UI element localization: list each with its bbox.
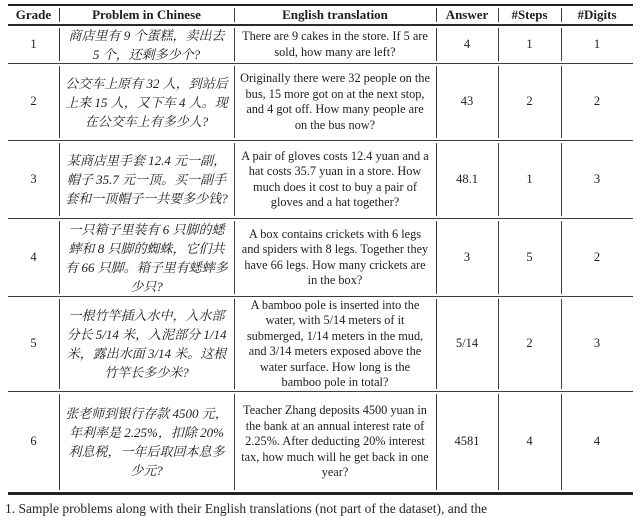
chinese-problem-cell: 一只箱子里装有 6 只脚的蟋蟀和 8 只脚的蜘蛛，它们共有 66 只脚。箱子里有蟋蟀多少只?	[59, 219, 234, 296]
answer-cell: 43	[436, 64, 498, 140]
table-row	[8, 219, 633, 297]
grade-cell: 5	[30, 336, 37, 351]
column-header-digits: #Digits	[561, 6, 633, 24]
steps-cell: 5	[498, 219, 561, 296]
chinese-problem-cell: 某商店里手套 12.4 元一副，帽子 35.7 元一顶。买一副手套和一顶帽子一共要多少钱?	[59, 141, 234, 218]
english-translation-cell: A box contains crickets with 6 legs and spiders with 8 legs. Together they have 66 legs. How many crickets are in the box?	[234, 219, 436, 296]
column-header-chinese: Problem in Chinese	[59, 6, 234, 24]
column-header-english: English translation	[234, 6, 436, 24]
english-translation-cell: A bamboo pole is inserted into the water, with 5/14 meters of it submerged, 1/14 meters in the mud, and 3/14 meters exposed above the water surface. How long is the bamboo pole in total?	[234, 297, 436, 391]
table-row	[8, 26, 633, 64]
digits-cell: 4	[561, 392, 633, 492]
digits-cell: 2	[561, 219, 633, 296]
answer-cell: 4	[436, 26, 498, 63]
chinese-problem-cell: 张老师到银行存款 4500 元，年利率是 2.25%，扣除 20% 利息税，一年后取回本息多少元?	[59, 392, 234, 492]
digits-cell: 3	[561, 141, 633, 218]
steps-cell: 4	[498, 392, 561, 492]
table-row	[8, 64, 633, 141]
chinese-problem-cell: 商店里有 9 个蛋糕，卖出去 5 个，还剩多少个?	[59, 26, 234, 63]
digits-cell: 2	[561, 64, 633, 140]
grade-cell: 1	[30, 36, 37, 51]
english-translation-cell: There are 9 cakes in the store. If 5 are sold, how many are left?	[234, 26, 436, 63]
steps-cell: 1	[498, 141, 561, 218]
table-caption: 1. Sample problems along with their English translations (not part of the dataset), and the	[5, 501, 488, 516]
english-translation-cell: A pair of gloves costs 12.4 yuan and a hat costs 35.7 yuan in a store. How much does it cost to buy a pair of gloves and a hat together?	[234, 141, 436, 218]
answer-cell: 48.1	[436, 141, 498, 218]
steps-cell: 2	[498, 64, 561, 140]
steps-cell: 2	[498, 297, 561, 391]
answer-cell: 5/14	[436, 297, 498, 391]
header-row	[8, 6, 633, 26]
answer-cell: 3	[436, 219, 498, 296]
table-row	[8, 297, 633, 392]
answer-cell: 4581	[436, 392, 498, 492]
grade-cell: 2	[30, 94, 37, 109]
english-translation-cell: Teacher Zhang deposits 4500 yuan in the bank at an annual interest rate of 2.25%. After deducting 20% interest tax, how much will he get back in one year?	[234, 392, 436, 492]
digits-cell: 3	[561, 297, 633, 391]
digits-cell: 1	[561, 26, 633, 63]
steps-cell: 1	[498, 26, 561, 63]
english-translation-cell: Originally there were 32 people on the bus, 15 more got on at the next stop, and 4 got off. How many people are on the bus now?	[234, 64, 436, 140]
column-header-answer: Answer	[436, 6, 498, 24]
chinese-problem-cell: 一根竹竿插入水中，入水部分长 5/14 米，入泥部分 1/14 米，露出水面 3/14 米。这根竹竿长多少米?	[59, 297, 234, 391]
grade-cell: 3	[30, 171, 37, 186]
column-header-steps: #Steps	[498, 6, 561, 24]
column-header-grade: Grade	[15, 7, 52, 23]
table-row	[8, 141, 633, 219]
grade-cell: 4	[30, 249, 37, 264]
chinese-problem-cell: 公交车上原有 32 人，到站后上来 15 人，又下车 4 人。现在公交车上有多少人?	[59, 64, 234, 140]
sample-problems-table	[8, 4, 633, 495]
table-row	[8, 392, 633, 492]
grade-cell: 6	[30, 434, 37, 449]
